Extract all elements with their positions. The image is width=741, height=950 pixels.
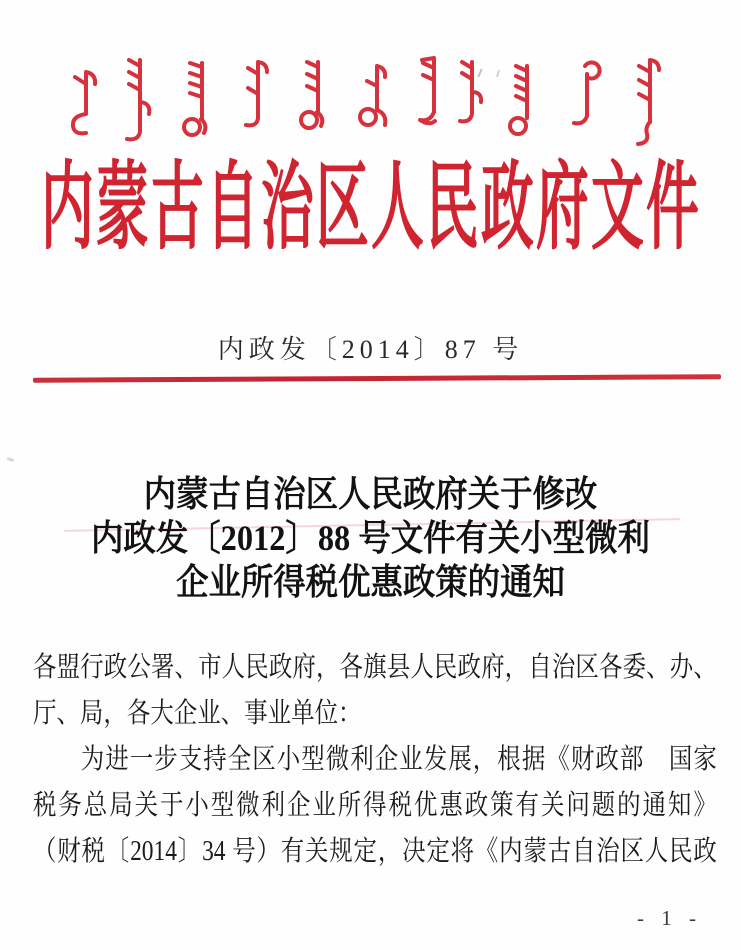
document-title: [0, 472, 741, 604]
mongolian-script-graphic: [56, 52, 704, 162]
document-title-line: 内蒙古自治区人民政府关于修改: [143, 474, 598, 514]
doc-number: 内政发〔2014〕87 号: [217, 335, 524, 364]
red-divider-line: [33, 374, 721, 382]
scan-speck-artifact: [7, 457, 15, 462]
paragraph-line: 税务总局关于小型微利企业所得税优惠政策有关问题的通知》: [33, 790, 717, 821]
document-title-line: 内政发〔2012〕88 号文件有关小型微利: [91, 518, 650, 558]
paragraph-line: 为进一步支持全区小型微利企业发展，根据《财政部 国家: [80, 744, 717, 775]
salutation-line: 各盟行政公署、市人民政府，各旗县人民政府，自治区各委、办、: [33, 652, 717, 683]
page-number: - 1 -: [637, 906, 702, 930]
document-title-line: 企业所得税优惠政策的通知: [176, 562, 565, 602]
salutation-line: 厅、局，各大企业、事业单位：: [33, 698, 362, 729]
org-title-row: [0, 156, 741, 260]
document-body: [33, 645, 717, 875]
org-title: 内蒙古自治区人民政府文件: [40, 154, 701, 261]
mongolian-script-header: [56, 52, 704, 162]
paragraph-line: （财税〔2014〕34 号）有关规定，决定将《内蒙古自治区人民政: [33, 836, 717, 867]
